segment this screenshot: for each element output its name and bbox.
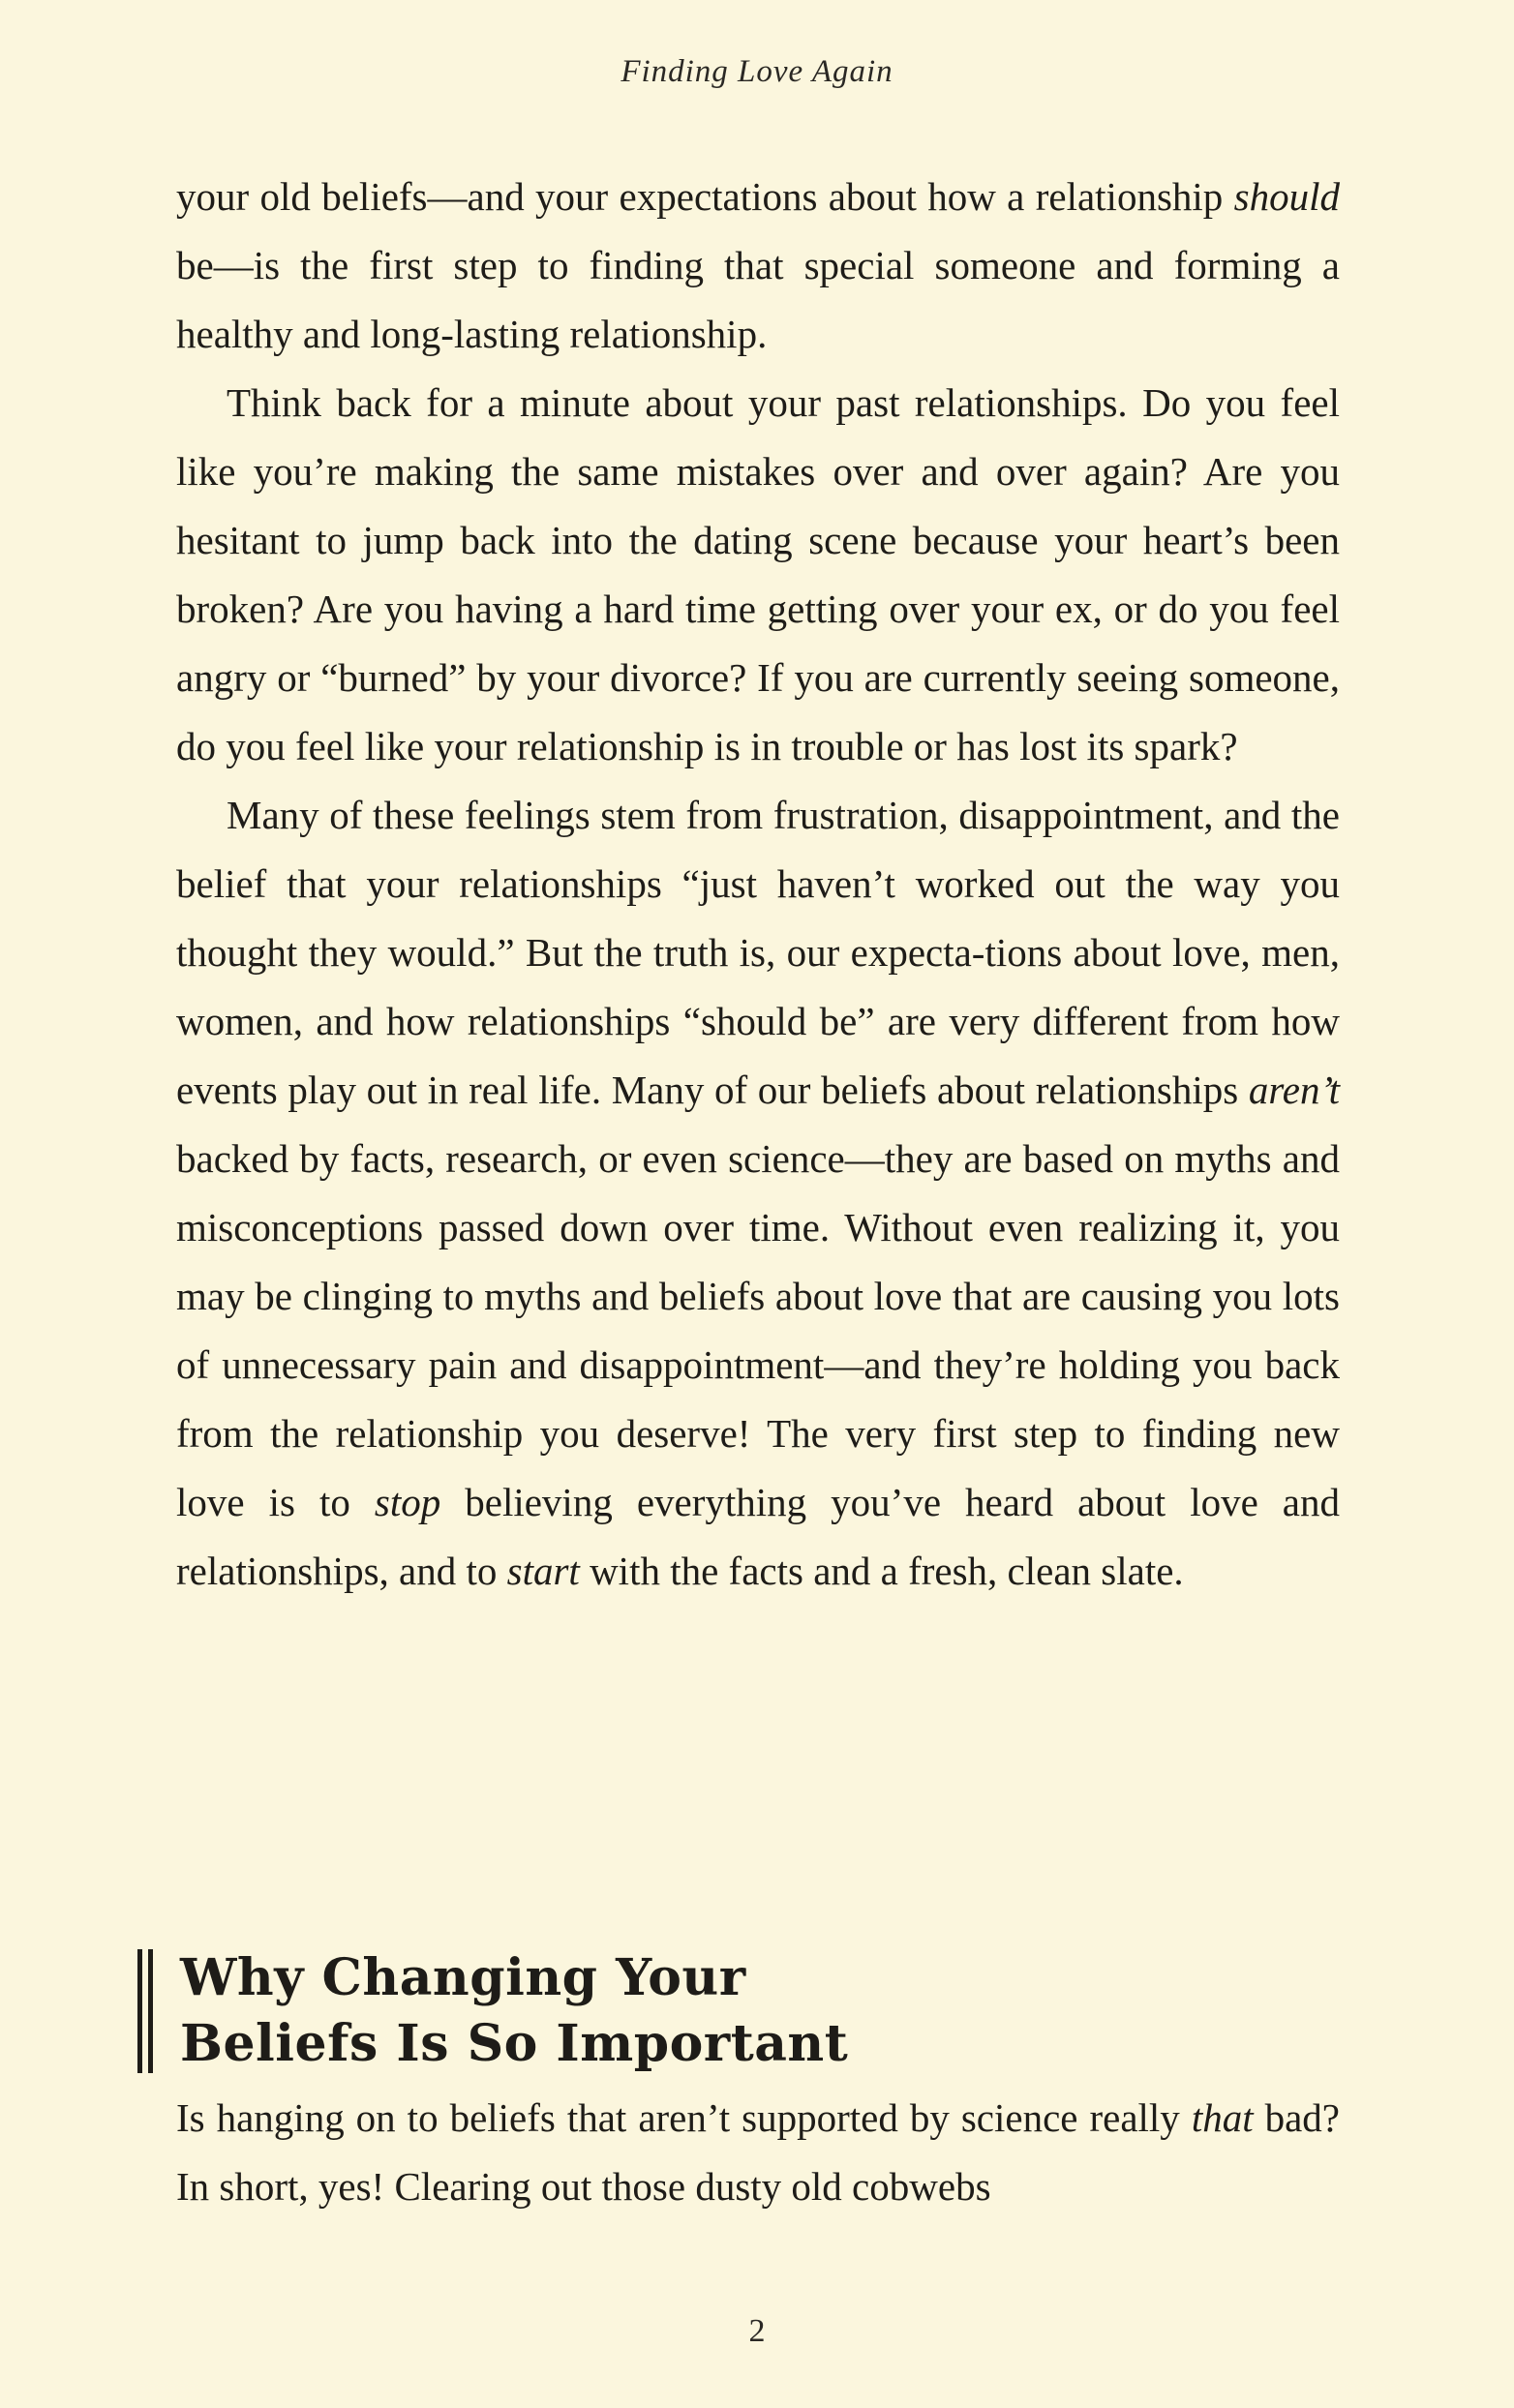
emphasis-should: should (1233, 174, 1340, 219)
section-paragraph: Is hanging on to beliefs that aren’t supported by science really that bad? In short, yes! Clearing out those dusty old cobwebs (176, 2095, 1340, 2209)
heading-rule-ornament (137, 1949, 157, 2073)
emphasis-that: that (1191, 2095, 1254, 2140)
section-heading-line-1: Why Changing Your (180, 1948, 746, 2007)
paragraph-3: Many of these feelings stem from frustration, disappointment, and the belief that your relationships “just haven’t worked out the way you thought they would.” But the truth is, our expecta-tions about love, men, women, and how relationships “should be” are very different from how events play out in real life. Many of our beliefs about relationships aren’t backed by facts, research, or even science—they are based on myths and misconceptions passed down over time. Without even realizing it, you may be clinging to myths and beliefs about love that are causing you lots of unnecessary pain and disappointment—and they’re holding you back from the relationship you deserve! The very first step to finding new love is to stop believing everything you’ve heard about love and relationships, and to start with the facts and a fresh, clean slate. (176, 793, 1340, 1593)
section-body-text (176, 2084, 1340, 2221)
emphasis-stop: stop (374, 1480, 441, 1524)
body-text (176, 163, 1340, 1606)
paragraph-1: your old beliefs—and your expectations about how a relationship should be—is the first step to finding that special someone and forming a healthy and long-lasting relationship. (176, 174, 1340, 356)
running-head: Finding Love Again (621, 54, 893, 89)
emphasis-arent: aren’t (1248, 1068, 1340, 1112)
page-number: 2 (748, 2313, 766, 2349)
section-heading-line-2: Beliefs Is So Important (180, 2014, 849, 2073)
emphasis-start: start (506, 1549, 580, 1593)
section-heading-block (137, 1945, 1338, 2083)
paragraph-2: Think back for a minute about your past relationships. Do you feel like you’re making the same mistakes over and over again? Are you hesitant to jump back into the dating scene because your heart’s been broken? Are you having a hard time getting over your ex, or do you feel angry or “burned” by your divorce? If you are currently seeing someone, do you feel like your relationship is in trouble or has lost its spark? (176, 380, 1340, 768)
section-heading (180, 1945, 848, 2077)
heading-rule-bar (137, 1949, 142, 2073)
heading-rule-bar (148, 1949, 153, 2073)
